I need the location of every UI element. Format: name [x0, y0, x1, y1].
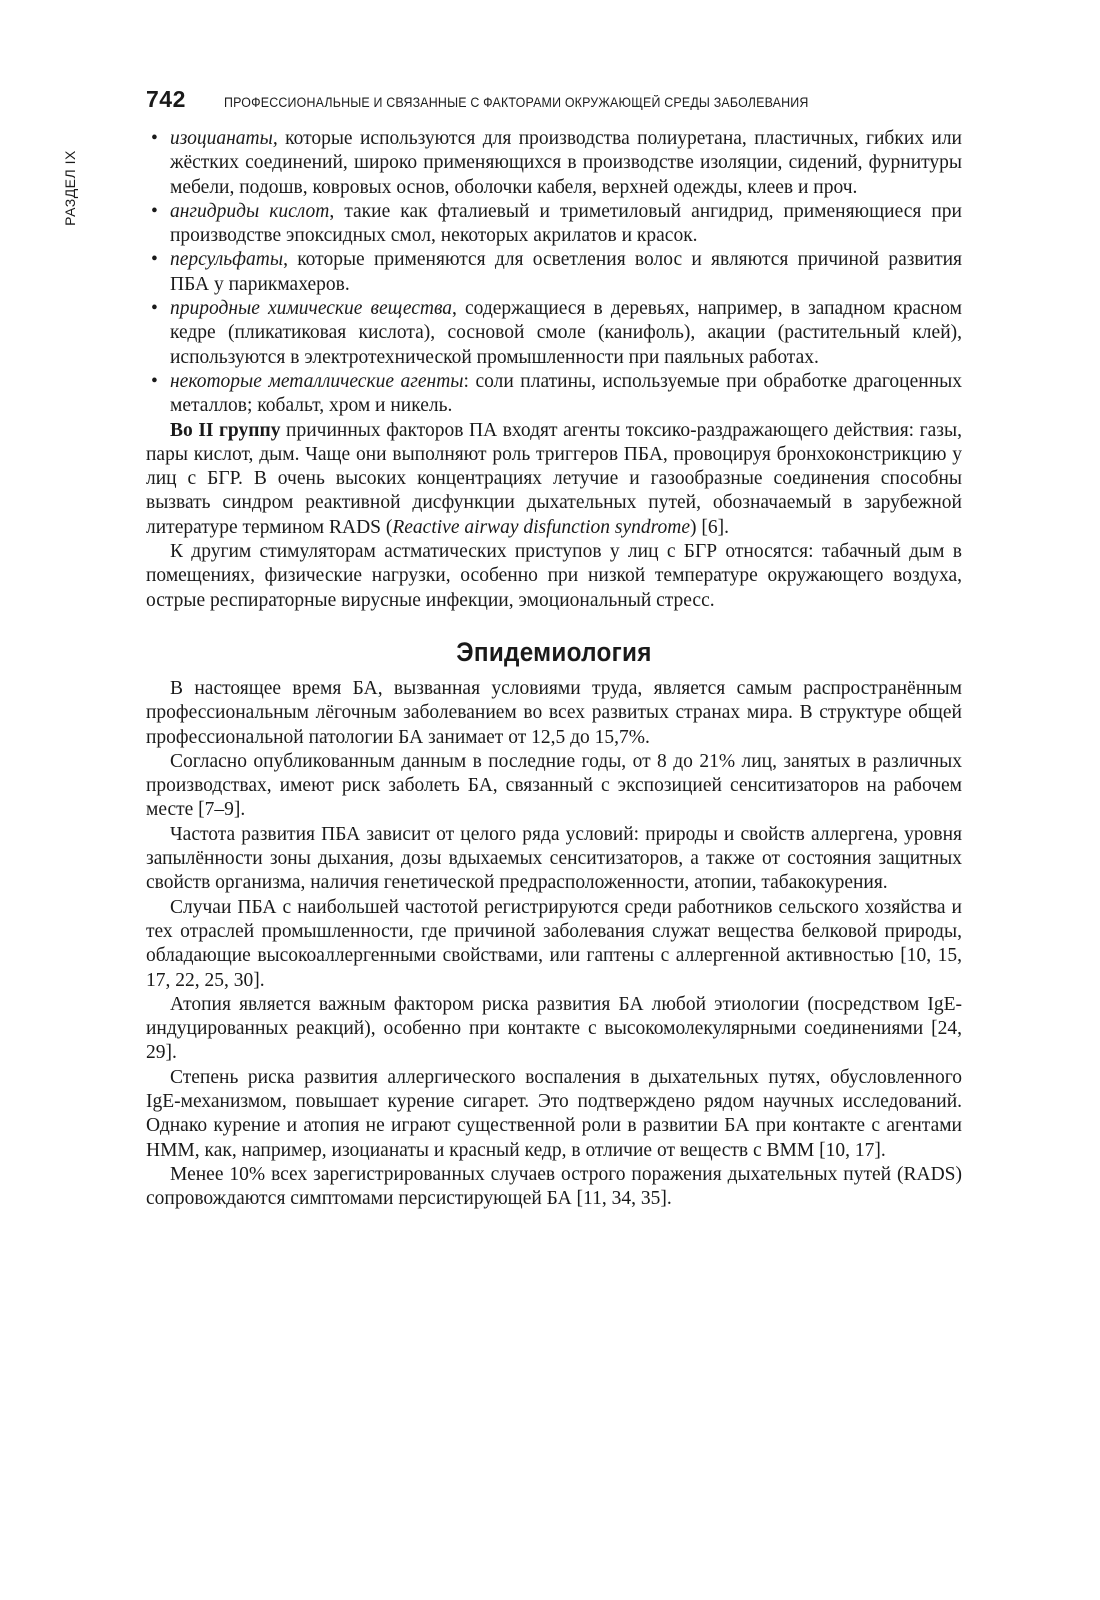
- page-header: [146, 86, 966, 113]
- section-side-label: РАЗДЕЛ IX: [62, 150, 78, 226]
- epidemiology-paragraph: Степень риска развития аллергического воспаления в дыхательных путях, обусловленного IgE-механизмом, повышает курение сигарет. Это подтверждено рядом научных исследований. Однако курение и атопия не играют существенной роли в развитии БА при контакте с агентами НММ, как, например, изоцианаты и красный кедр, в отличие от веществ с ВММ [10, 17].: [146, 1066, 962, 1161]
- section-heading: Эпидемиология: [456, 636, 652, 667]
- list-item: [146, 127, 962, 200]
- bullet-term: ангидриды кислот: [170, 200, 330, 222]
- bullet-text: , которые применяются для осветления волос и являются причиной развития ПБА у парикмахеров.: [170, 249, 962, 295]
- group2-text: причинных факторов ПА входят агенты токсико-раздражающего действия: газы, пары кислот, дым. Чаще они выполняют роль триггеров ПБА, провоцируя бронхоконстрикцию у лиц с БГР. В очень высоких концентрациях летучие и газообразные соединения способны вызвать синдром реактивной дисфункции дыхательных путей, обозначаемый в зарубежной литературе термином RADS (: [146, 419, 962, 538]
- bullet-text: : соли платины, используемые при обработке драгоценных металлов; кобальт, хром и никель.: [170, 370, 962, 417]
- bullet-term: изоцианаты,: [170, 128, 278, 149]
- bullet-term: персульфаты: [170, 249, 284, 271]
- list-item: [146, 297, 962, 370]
- epidemiology-paragraph: Случаи ПБА с наибольшей частотой регистрируются среди работников сельского хозяйства и тех отраслей промышленности, где причиной заболевания служат вещества белковой природы, обладающие высокоаллергенными свойствами, или гаптены с аллергенной активностью [10, 15, 17, 22, 25, 30].: [146, 896, 962, 991]
- epidemiology-paragraph: Менее 10% всех зарегистрированных случаев острого поражения дыхательных путей (RADS) сопровождаются симптомами персистирующей БА [11, 34, 35].: [146, 1163, 962, 1210]
- agent-bullet-list: [146, 127, 962, 419]
- epidemiology-paragraph: Частота развития ПБА зависит от целого ряда условий: природы и свойств аллергена, уровня запылённости зоны дыхания, дозы вдыхаемых сенситизаторов, а также от состояния защитных свойств организма, наличия генетической предрасположенности, атопии, табакокурения.: [146, 823, 962, 894]
- epidemiology-paragraph: Согласно опубликованным данным в последние годы, от 8 до 21% лиц, занятых в различных производствах, имеют риск заболеть БА, связанный с экспозицией сенситизаторов на рабочем месте [7–9].: [146, 750, 962, 821]
- list-item: [146, 248, 962, 297]
- bullet-text: , такие как фталиевый и триметиловый ангидрид, применяющиеся при производстве эпоксидных смол, некоторых акрилатов и красок.: [170, 200, 962, 247]
- bullet-term: природные химические вещества: [170, 298, 453, 320]
- page-body: [146, 127, 962, 1211]
- page-number: 742: [146, 86, 186, 112]
- bullet-text: , содержащиеся в деревьях, например, в западном красном кедре (пликатиковая кислота), сосновой смоле (канифоль), акации (растительный клей), используются в электротехнической промышленности при паяльных работах.: [170, 298, 962, 368]
- rads-term: Reactive airway disfunction syndrome: [392, 516, 691, 538]
- group2-paragraph: [146, 419, 962, 540]
- running-title: ПРОФЕССИОНАЛЬНЫЕ И СВЯЗАННЫЕ С ФАКТОРАМИ ОКРУЖАЮЩЕЙ СРЕДЫ ЗАБОЛЕВАНИЯ: [223, 95, 809, 110]
- list-item: [146, 200, 962, 249]
- group2-text-end: ) [6].: [690, 516, 730, 538]
- bullet-text: которые используются для производства полиуретана, пластичных, гибких или жёстких соединений, широко применяющихся в производстве изоляции, сидений, фурнитуры мебели, подошв, ковровых основ, оболочки кабеля, верхней одежды, клеев и проч.: [170, 128, 962, 198]
- epidemiology-paragraph: Атопия является важным фактором риска развития БА любой этиологии (посредством IgE-индуцированных реакций), особенно при контакте с высокомолекулярными соединениями [24, 29].: [146, 993, 962, 1064]
- epidemiology-paragraph: В настоящее время БА, вызванная условиями труда, является самым распространённым профессиональным лёгочным заболеванием во всех развитых странах мира. В структуре общей профессиональной патологии БА занимает от 12,5 до 15,7%.: [146, 677, 962, 748]
- list-item: [146, 370, 962, 419]
- group2-lead: Во II группу: [170, 419, 281, 441]
- other-stimulators-paragraph: К другим стимуляторам астматических приступов у лиц с БГР относятся: табачный дым в помещениях, физические нагрузки, особенно при низкой температуре окружающего воздуха, острые респираторные вирусные инфекции, эмоциональный стресс.: [146, 541, 962, 611]
- bullet-term: некоторые металлические агенты: [170, 370, 464, 392]
